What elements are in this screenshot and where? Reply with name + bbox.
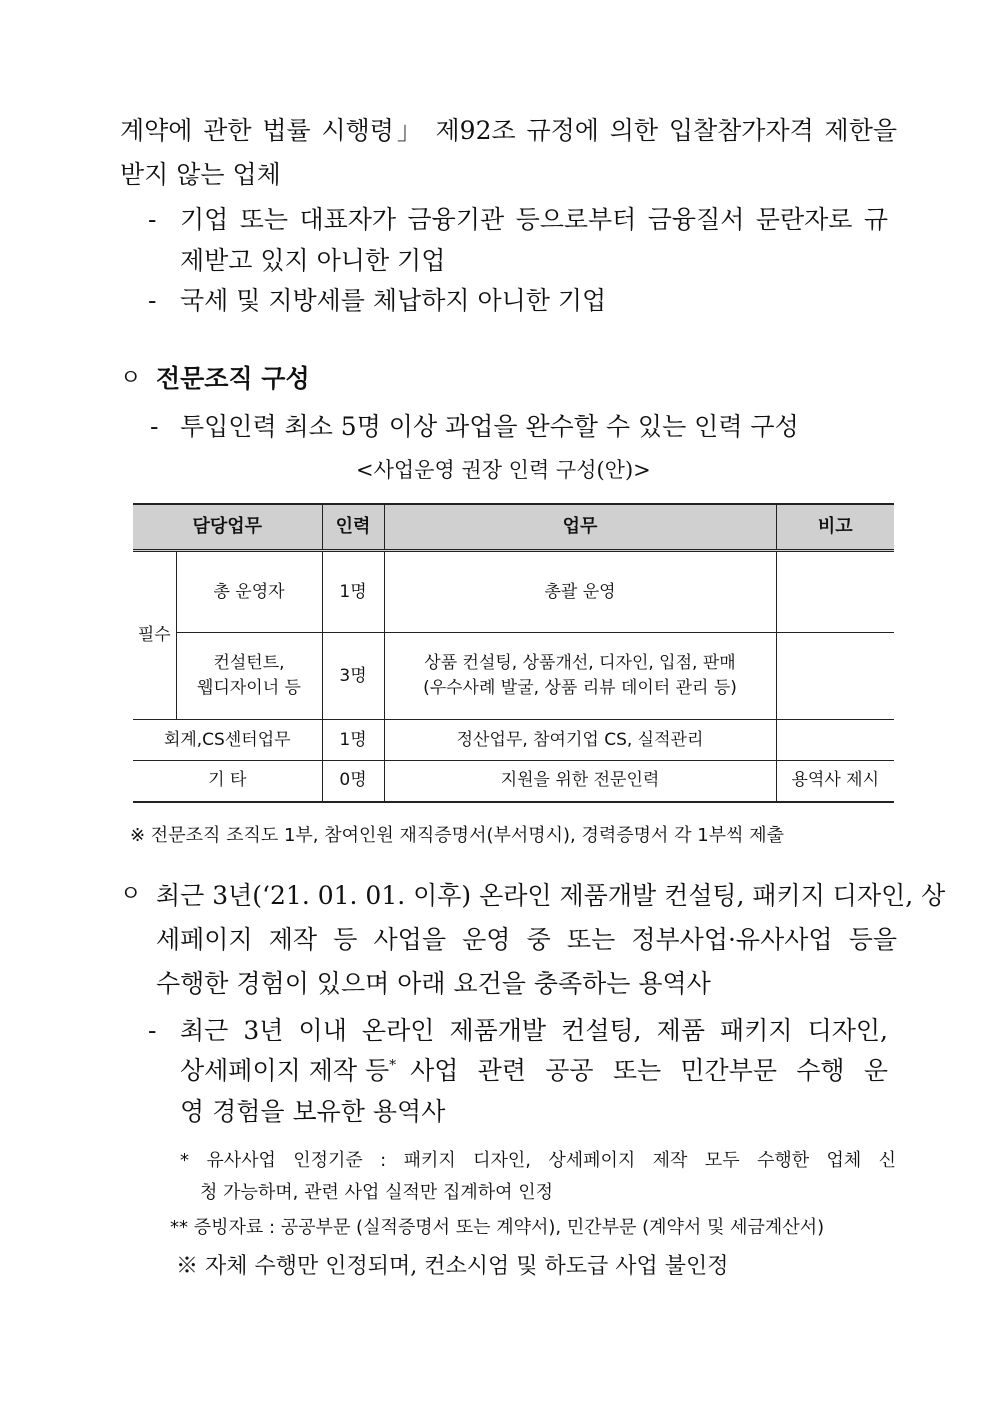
- cell-count: 1명: [322, 551, 384, 633]
- exp-bullet-line-2a-text: 상세페이지 제작 등: [180, 1056, 390, 1085]
- table-footnote: ※ 전문조직 조직도 1부, 참여인원 재직증명서(부서명시), 경력증명서 각 1부씩 제출: [130, 825, 784, 846]
- cell-note: 용역사 제시: [776, 761, 894, 802]
- section-org-bullet: 투입인력 최소 5명 이상 과업을 완수할 수 있는 인력 구성: [180, 412, 799, 441]
- cell-role: 회계,CS센터업무: [133, 720, 322, 761]
- table-row: [133, 551, 894, 633]
- section-exp-line-1: 최근 3년(‘21. 01. 01. 이후) 온라인 제품개발 컨설팅, 패키지 디자인, 상: [156, 881, 946, 910]
- note-2: ** 증빙자료 : 공공부문 (실적증명서 또는 계약서), 민간부문 (계약서 및 세금계산서): [170, 1217, 825, 1238]
- header-role: 담당업무: [133, 504, 322, 551]
- cell-role: 총 운영자: [176, 551, 322, 633]
- note-3: ※ 자체 수행만 인정되며, 컨소시엄 및 하도급 사업 불인정: [176, 1254, 729, 1279]
- cell-task-line-1: 상품 컨설팅, 상품개선, 디자인, 입점, 판매: [424, 653, 736, 674]
- cell-role: [176, 633, 322, 720]
- table-row: [133, 720, 894, 761]
- cell-count: 1명: [322, 720, 384, 761]
- exp-bullet-line-1: 최근 3년 이내 온라인 제품개발 컨설팅, 제품 패키지 디자인,: [180, 1016, 888, 1045]
- header-count: 인력: [322, 504, 384, 551]
- section-marker: ㅇ: [120, 366, 142, 391]
- bullet-dash: -: [150, 412, 159, 441]
- bullet-dash: -: [148, 205, 157, 234]
- cell-task-line-2: (우수사례 발굴, 상품 리뷰 데이터 관리 등): [423, 678, 737, 698]
- bullet-1-line-2: 제받고 있지 아니한 기업: [180, 246, 446, 275]
- section-marker: ㅇ: [120, 882, 142, 907]
- cell-role: 기 타: [133, 761, 322, 802]
- exp-bullet-line-2b: 사업 관련 공공 또는 민간부문 수행 운: [410, 1056, 888, 1085]
- bullet-1-line-1: 기업 또는 대표자가 금융기관 등으로부터 금융질서 문란자로 규: [180, 205, 888, 234]
- table-caption: <사업운영 권장 인력 구성(안)>: [356, 458, 651, 482]
- exp-bullet-line-2: [180, 1058, 888, 1083]
- cell-role-line-2: 웹디자이너 등: [197, 678, 301, 698]
- staffing-table: [133, 503, 894, 803]
- cell-count: 0명: [322, 761, 384, 802]
- note-1-line-1: * 유사사업 인정기준 : 패키지 디자인, 상세페이지 제작 모두 수행한 업체 신: [180, 1150, 896, 1171]
- cell-note: [776, 633, 894, 720]
- header-task: 업무: [384, 504, 776, 551]
- cell-count: 3명: [322, 633, 384, 720]
- bullet-dash: -: [148, 1016, 157, 1045]
- intro-line-1: 계약에 관한 법률 시행령」 제92조 규정에 의한 입찰참가자격 제한을: [120, 116, 897, 145]
- table-header-row: [133, 504, 894, 551]
- footnote-marker: *: [389, 1057, 397, 1074]
- section-exp-line-3: 수행한 경험이 있으며 아래 요건을 충족하는 용역사: [156, 969, 711, 998]
- bullet-dash: -: [148, 286, 157, 315]
- cell-task: 총괄 운영: [384, 551, 776, 633]
- intro-line-2: 받지 않는 업체: [120, 160, 281, 189]
- cell-role-line-1: 컨설턴트,: [213, 653, 285, 674]
- note-1-line-2: 청 가능하며, 관련 사업 실적만 집계하여 인정: [200, 1182, 554, 1203]
- bullet-2-line-1: 국세 및 지방세를 체납하지 아니한 기업: [180, 286, 607, 315]
- section-title: 전문조직 구성: [156, 364, 310, 393]
- group-label: 필수: [133, 551, 176, 720]
- table-row: [133, 633, 894, 720]
- cell-task: 정산업무, 참여기업 CS, 실적관리: [384, 720, 776, 761]
- section-exp-line-2: 세페이지 제작 등 사업을 운영 중 또는 정부사업·유사사업 등을: [156, 925, 897, 954]
- cell-note: [776, 720, 894, 761]
- header-note: 비고: [776, 504, 894, 551]
- cell-task: [384, 633, 776, 720]
- cell-task: 지원을 위한 전문인력: [384, 761, 776, 802]
- exp-bullet-line-3: 영 경험을 보유한 용역사: [180, 1097, 446, 1126]
- cell-note: [776, 551, 894, 633]
- exp-bullet-line-2a: [180, 1058, 396, 1083]
- table-row: [133, 761, 894, 802]
